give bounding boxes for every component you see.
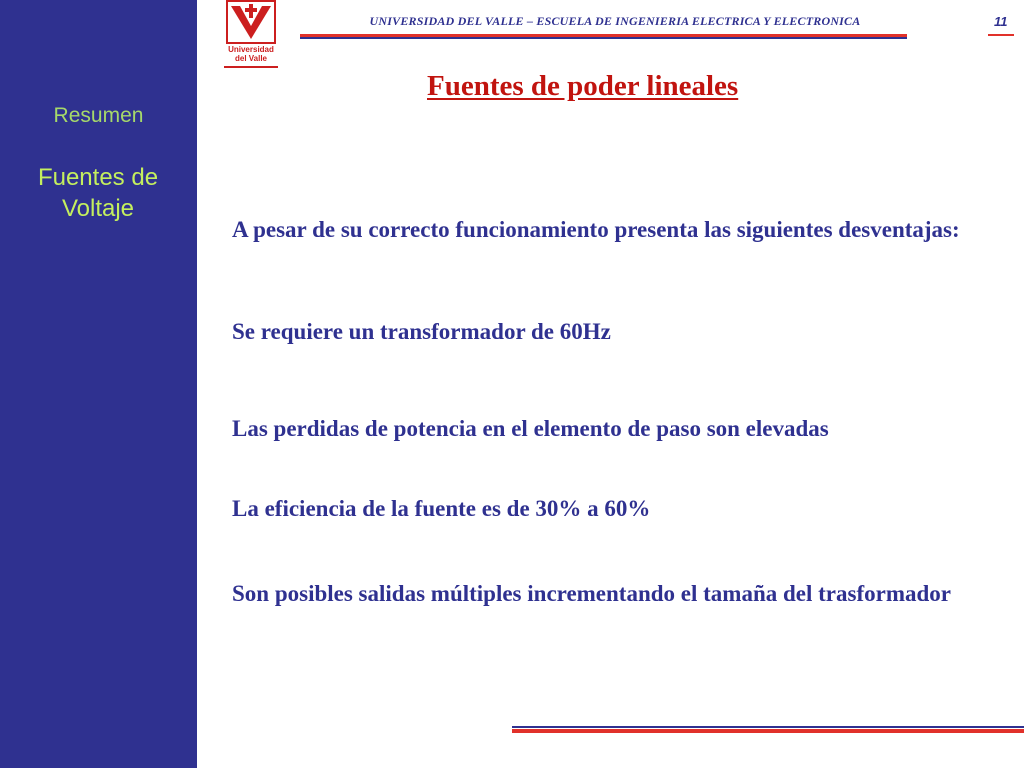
page-number-underline bbox=[988, 34, 1014, 36]
sidebar-summary-label[interactable]: Resumen bbox=[53, 104, 144, 127]
paragraph-power-losses: Las perdidas de potencia en el elemento de paso son elevadas bbox=[232, 416, 829, 441]
paragraph-multiple-outputs: Son posibles salidas múltiples incrementando el tamaña del trasformador bbox=[232, 581, 951, 606]
university-logo bbox=[226, 0, 276, 72]
logo-v-icon bbox=[228, 2, 274, 42]
slide-title: Fuentes de poder lineales bbox=[427, 70, 739, 102]
logo-caption-line2: del Valle bbox=[234, 54, 268, 63]
logo-caption bbox=[222, 45, 280, 63]
header-rule-blue bbox=[300, 37, 907, 39]
institution-header: UNIVERSIDAD DEL VALLE – ESCUELA DE INGENIERIA ELECTRICA Y ELECTRONICA bbox=[369, 14, 861, 28]
sidebar bbox=[0, 0, 197, 768]
logo-underline bbox=[224, 66, 278, 68]
logo-emblem bbox=[226, 0, 276, 44]
sidebar-topic-line2: Voltaje bbox=[61, 195, 135, 222]
sidebar-topic-line1: Fuentes de bbox=[37, 164, 159, 191]
logo-caption-line1: Universidad bbox=[228, 45, 274, 54]
page-number: 11 bbox=[994, 14, 1008, 29]
paragraph-efficiency: La eficiencia de la fuente es de 30% a 60% bbox=[232, 496, 651, 521]
footer-rule-red bbox=[512, 729, 1024, 733]
sidebar-topic[interactable] bbox=[18, 162, 178, 224]
paragraph-transformer: Se requiere un transformador de 60Hz bbox=[232, 319, 611, 344]
paragraph-intro: A pesar de su correcto funcionamiento presenta las siguientes desventajas: bbox=[232, 217, 960, 242]
footer-rule-blue bbox=[512, 726, 1024, 728]
